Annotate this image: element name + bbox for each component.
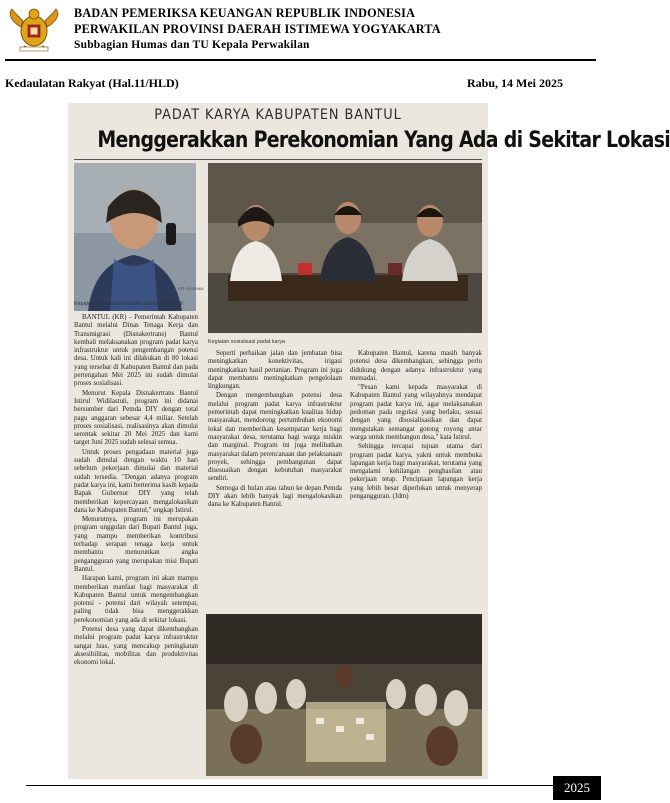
paragraph: Seperti perbaikan jalan dan jembatan bisa meningkatkan konektivitas, irigasi meningkatkan hasil pertanian. Program ini juga dapat membantu meningkatkan pengelolaan lingkungan.: [208, 350, 342, 391]
paragraph: BANTUL (KR) - Pemerintah Kabupaten Bantul melalui Dinas Tenaga Kerja dan Transmigrasi (Disnakertrans) Bantul kembali melaksanakan program padat karya infrastruktur untuk pengembangan potensi desa. Untuk kali ini dilakukan di 80 lokasi yang tersebar di Kabupaten Bantul dan pada pertengahan Mei 2025 ini sudah dimulai proses sosialisasi.: [74, 314, 198, 388]
source-publication: Kedaulatan Rakyat (Hal.11/HLD): [5, 76, 179, 90]
photo2-caption: Kegiatan sosialisasi padat karya: [208, 339, 286, 345]
letterhead: [0, 0, 601, 58]
paragraph: Sehingga tercapai tujuan utama dari program padat karya, yakni untuk membuka lapangan kerja bagi masyarakat, terutama yang mengalami kehilangan penghasilan atau pekerjaan tetap. Penciptaan lapangan kerja yang lebih besar diperlukan untuk menyerap pengangguran. (Jdm): [350, 443, 482, 501]
org-line-1: BADAN PEMERIKSA KEUANGAN REPUBLIK INDONESIA: [74, 6, 416, 20]
paragraph: Semoga di bulan atau tahun ke depan Pemda DIY akan lebih banyak lagi mengalokasikan dana ke Kabupaten Bantul.: [208, 484, 342, 509]
paragraph: "Pesan kami kepada masyarakat di Kabupaten Bantul yang wilayahnya mendapat program padat karya ini, agar melaksanakan pedoman pada regulasi yang berlaku, sesuai dengan yang disosialisasikan dan dapat mengutakan semangat gotong royong antar warga untuk membangun desa," kata Istirul.: [350, 384, 482, 441]
paragraph: Menurutnya, program ini merupakan program unggulan dari Bupati Bantul juga, yang mampu memberikan kontribusi terhadap serapan tenaga kerja untuk membantu menurunkan angka pengangguran yang merupakan misi Bupati Bantul.: [74, 516, 198, 573]
photo2-credit: KR-Istimewa: [453, 329, 479, 334]
paragraph: Menurut Kepala Disnakertrans Bantul Istirul Widilastuti, program ini didanai bersumber dari Pemda DIY dengan total pagu anggaran sebesar 4,4 miliar. Setelah proses sosialisasi, realisasinya akan dimulai serentak sekitar 20 Mei 2025 dan kami target Juni 2025 sudah selesai semua.: [74, 389, 198, 447]
header-divider: [5, 59, 596, 61]
article-kicker: PADAT KARYA KABUPATEN BANTUL: [154, 107, 402, 123]
paragraph: Kabupaten Bantul, karena masih banyak potensi desa dikembangkan, sehingga perlu didukung dengan adanya infrastruktur yang memadai.: [350, 350, 482, 382]
paragraph: Harapan kami, program ini akan mampu memberikan manfaat bagi masyarakat di Kabupaten Bantul untuk mengembangkan potensi - potensi dari wilayah setempat, paling tidak bisa menggerakkan perekonomian yang ada di sekitar lokasi.: [74, 575, 198, 624]
article-column-3: [350, 350, 482, 610]
group-photo: [206, 614, 482, 776]
garuda-emblem-icon: [6, 3, 62, 55]
event-photo: [208, 163, 482, 333]
publication-date: Rabu, 14 Mei 2025: [467, 76, 563, 90]
article-column-1: [74, 314, 198, 774]
article-column-2: [208, 350, 342, 610]
photo1-credit: KR-Istimewa: [178, 286, 204, 291]
newspaper-clipping: [68, 103, 670, 779]
paragraph: Dengan mengembangkan potensi desa melalui program padat karya infrastruktur pemerintah dapat meningkatkan kualitas hidup masyarakat, mendorong pertumbuhan ekonomi lokal dan memberikan kesempatan kerja bagi masyarakat desa, terutama bagi warga miskin dan marginal. Program ini juga melibatkan masyarakat dalam perencanaan dan pelaksanaan proyek, sehingga pembangunan dapat disesuaikan dengan kebutuhan masyarakat sendiri.: [208, 392, 342, 483]
paragraph: Untuk proses pengadaan material juga sudah dimulai dengan waktu 10 hari sebelum pekerjaan dimulai dan material sudah tersedia. "Dengan adanya program padat karya ini, kami berterima kasih kepada Bapak Gubernur DIY yang telah memberikan kepercayaan mengalokasikan dana ke Kabupaten Bantul," ungkap Istirul.: [74, 448, 198, 514]
year-badge: 2025: [553, 776, 601, 800]
paragraph: Potensi desa yang dapat dikembangkan melalui program padat karya infrastruktur sangat luas, yang mencakup peningkatan aksesibilitas, mobilitas dan produktivitas ekonomi lokal.: [74, 625, 198, 667]
photo1-caption: Kepala Disnakertrans Bantul Istirul Widilastuti: [74, 301, 183, 307]
headline-rule: [74, 159, 482, 160]
organization-name-block: [74, 5, 441, 53]
article-headline: Menggerakkan Perekonomian Yang Ada di Sekitar Lokasi: [97, 128, 670, 153]
org-line-2: PERWAKILAN PROVINSI DAERAH ISTIMEWA YOGYAKARTA: [74, 22, 441, 36]
footer-divider: [26, 785, 556, 786]
org-line-3: Subbagian Humas dan TU Kepala Perwakilan: [74, 39, 310, 51]
